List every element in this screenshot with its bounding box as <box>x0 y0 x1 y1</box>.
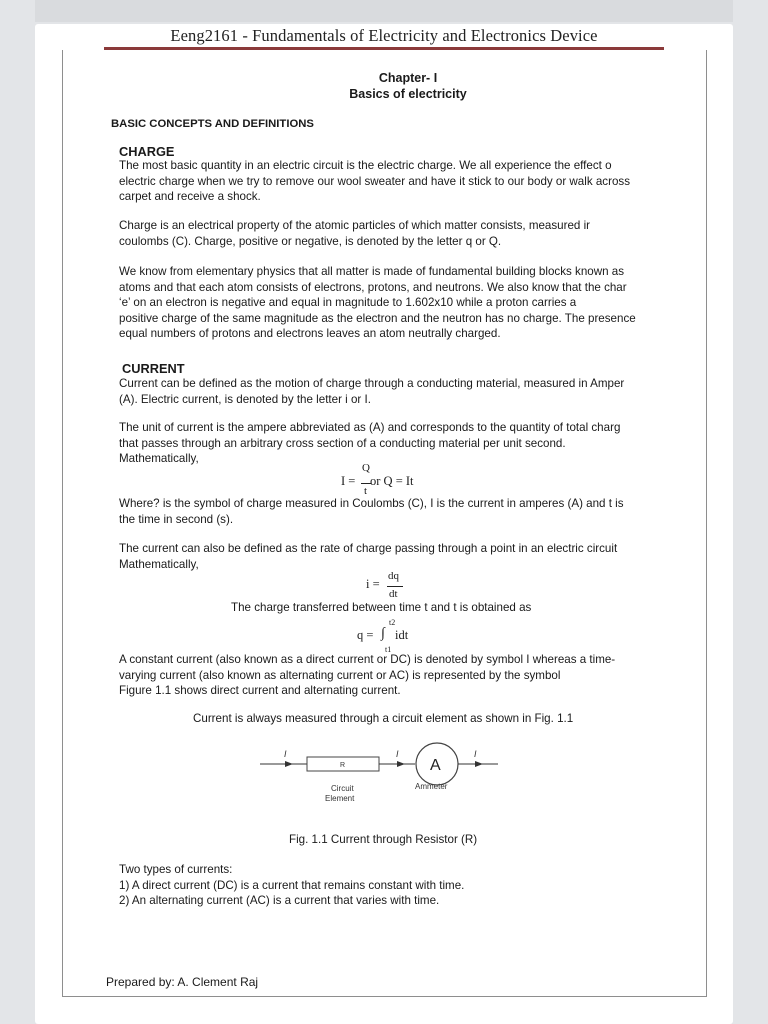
ammeter-label: Ammeter <box>415 782 448 791</box>
current-heading: CURRENT <box>122 361 185 376</box>
figure-caption: Fig. 1.1 Current through Resistor (R) <box>289 833 478 846</box>
element-label-line-2: Element <box>325 794 355 803</box>
current-arrow-middle <box>397 761 405 767</box>
current-label-right: I <box>474 749 477 759</box>
current-label-middle: I <box>396 749 399 759</box>
charge-paragraph-2: Charge is an electrical property of the atomic particles of which matter consists, measured ir coulombs (C). Charge, positive or negative, is denoted by the letter q or Q. <box>119 219 591 248</box>
document-header: Eeng2161 - Fundamentals of Electricity and Electronics Device <box>170 26 598 45</box>
charge-transfer-text: The charge transferred between time t and t is obtained as <box>231 601 532 614</box>
current-paragraph-3: Where? is the symbol of charge measured in Coulombs (C), I is the current in amperes (A) and t is the time in second (s). <box>119 497 624 526</box>
current-label-left: I <box>284 749 287 759</box>
chapter-number: Chapter- I <box>378 71 438 85</box>
current-paragraph-1: Current can be defined as the motion of charge through a conducting material, measured in Amper (A). Electric current, is denoted by the letter i or I. <box>119 377 625 406</box>
ammeter-symbol: A <box>430 757 441 774</box>
resistor-label: R <box>340 762 346 769</box>
element-label-line-1: Circuit <box>331 784 354 793</box>
current-paragraph-6: A constant current (also known as a direct current or DC) is denoted by symbol I whereas a time- varying current (also known as alternating current or AC) is represented by the symbol Figure 1.1 shows direct current and alternating current. <box>119 653 616 697</box>
charge-paragraph-3: We know from elementary physics that all matter is made of fundamental building blocks known as atoms and that each atom consists of electrons, protons, and neutrons. We also know that the char ‘e’ on an electron is negative and equal in magnitude to 1.602x10 while a proton carries a positive charge of the same magnitude as the electron and the neutron has no charge. The presence equal numbers of protons and electrons leaves an atom neutrally charged. <box>119 265 636 340</box>
section-heading: BASIC CONCEPTS AND DEFINITIONS <box>111 118 314 130</box>
current-types-list: Two types of currents: 1) A direct current (DC) is a current that remains constant with time. 2) An alternating current (AC) is a current that varies with time. <box>119 863 465 907</box>
current-paragraph-2: The unit of current is the ampere abbreviated as (A) and corresponds to the quantity of total charg that passes through an arbitrary cross section of a conducting material per unit second. Mathematically, <box>119 421 621 465</box>
fraction-bar <box>387 586 403 587</box>
chapter-title: Basics of electricity <box>349 87 467 101</box>
page-content: Chapter- I Basics of electricity BASIC CONCEPTS AND DEFINITIONS CHARGE The most basic quantity in an electric circuit is the electric charge. We all experience the effect o electric charge when we try to remove our wool sweater and have it stick to our body or walk across carpet and receive a shock. Charge is an electrical property of the atomic particles of which matter consists, measured ir coulombs (C). Charge, positive or negative, is denoted by the letter q or Q. We know from elementary physics that all matter is made of fundamental building blocks known as atoms and that each atom consists of electrons, protons, and neutrons. We also know that the char ‘e’ on an electron is negative and equal in magnitude to 1.602x10 while a proton carries a positive charge of the same magnitude as the electron and the neutron has no charge. The presence equal numbers of protons and electrons leaves an atom neutrally charged. CURRENT Current can be defined as the motion of charge through a conducting material, measured in Amper (A). Electric current, is denoted by the letter i or I. The unit of current is the ampere abbreviated as (A) and corresponds to the quantity of total charg that passes through an arbitrary cross section of a conducting material per unit second. Mathematically, I = Q t or Q = It Where? is the symbol of charge measured in Coulombs (C), I is the current in amperes (A) and t is the time in second (s). The current can also be defined as the rate of charge passing through a point in an electric circuit Mathematically, i = dq dt The charge transferred between time t and t is obtained as q = ∫ t2 t1 idt A constant current (also known as a direct current or DC) is denoted by symbol I whereas a time- varying current (also known as alternating current or AC) is represented by the symbol Figure 1.1 shows direct current and alternating current. Current is always measured through a circuit element as shown in Fig. 1.1 I R I A I Circuit Element Ammeter Fig. 1.1 Current through Resistor (R) Two types of currents: 1) A direct current (DC) is a current that remains constant with time. 2) An alternating current (AC) is a current that varies with time. Prepared by: A. Clement Raj <box>106 71 636 989</box>
current-paragraph-4: The current can also be defined as the rate of charge passing through a point in an electric circuit Mathematically, <box>119 542 618 571</box>
measurement-note: Current is always measured through a circuit element as shown in Fig. 1.1 <box>193 712 574 725</box>
charge-paragraph-1: The most basic quantity in an electric circuit is the electric charge. We all experience the effect o electric charge when we try to remove our wool sweater and have it stick to our body or walk across carpet and receive a shock. <box>119 159 630 203</box>
circuit-figure <box>255 740 505 810</box>
current-arrow-right <box>475 761 483 767</box>
footer-author: Prepared by: A. Clement Raj <box>106 975 259 989</box>
charge-heading: CHARGE <box>119 144 175 159</box>
current-arrow-left <box>285 761 293 767</box>
